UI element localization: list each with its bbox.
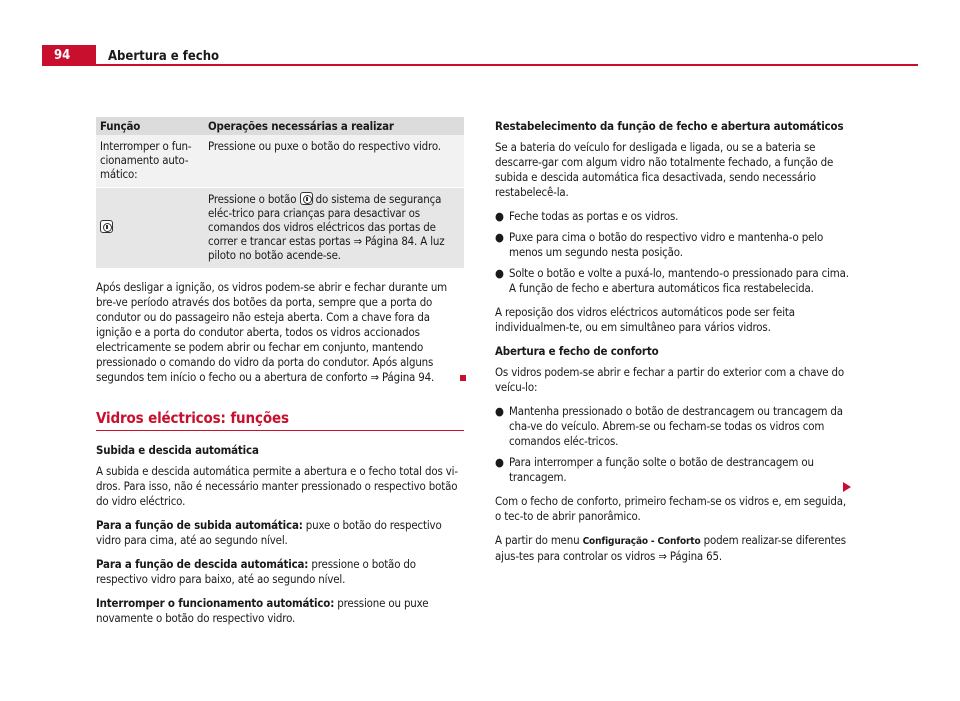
auto-stop-label: Interromper o funcionamento automático:	[96, 596, 335, 610]
operation-text-part2: do sistema de segurança eléc-trico para crianças para desactivar os comandos dos vidros eléctricos das portas de correr e trancar estas portas ⇒ Página 84. A luz piloto no botão acende-se.	[208, 192, 445, 262]
comfort-heading: Abertura e fecho de conforto	[495, 344, 659, 358]
list-item	[495, 455, 850, 485]
auto-up-paragraph	[96, 518, 464, 548]
table-header-function: Função	[96, 117, 204, 135]
auto-stop-text: pressione ou puxe novamente o botão do respectivo vidro.	[96, 596, 429, 625]
menu-paragraph	[495, 533, 850, 564]
auto-down-label: Para a função de descida automática:	[96, 557, 309, 571]
operation-text-part1: Pressione o botão	[208, 192, 297, 206]
menu-text-part1: A partir do menu	[495, 533, 583, 547]
bullet-icon: ●	[495, 455, 504, 469]
table-cell-operation: Pressione ou puxe o botão do respectivo vidro.	[204, 135, 464, 188]
section-title: Vidros eléctricos: funções	[96, 411, 464, 431]
reset-paragraph: A reposição dos vidros eléctricos automáticos pode ser feita individualmen-te, ou em simultâneo para vários vidros.	[495, 305, 795, 334]
comfort-paragraph: Os vidros podem-se abrir e fechar a partir do exterior com a chave do veícu-lo:	[495, 365, 845, 394]
list-item-text: Puxe para cima o botão do respectivo vidro e mantenha-o pelo menos um segundo nesta posição.	[509, 230, 824, 259]
section-end-marker	[460, 375, 466, 381]
table-row	[96, 135, 464, 188]
list-item	[495, 209, 850, 224]
list-item-text: Mantenha pressionado o botão de destrancagem ou trancagem da cha-ve do veículo. Abrem-se ou fecham-se todas os vidros com comandos eléc-tricos.	[509, 404, 843, 448]
chapter-title: Abertura e fecho	[108, 49, 220, 64]
bullet-icon: ●	[495, 404, 504, 418]
restore-heading: Restabelecimento da função de fecho e abertura automáticos	[495, 119, 844, 133]
list-item	[495, 404, 850, 449]
table-cell-function: Interromper o fun-cionamento auto-mático:	[96, 135, 204, 188]
list-item	[495, 230, 850, 260]
auto-up-label: Para a função de subida automática:	[96, 518, 303, 532]
ignition-text: Após desligar a ignição, os vidros podem-se abrir e fechar durante um bre-ve período através dos botões da porta, sempre que a porta do condutor ou do passageiro não esteja aberta. Com a chave fora da ignição e a porta do condutor aberta, todos os vidros accionados electricamente se podem abrir ou fechar em conjunto, mantendo pressionado o comando do vidro da porta do condutor. Após alguns segundos tem início o fecho ou a abertura de conforto ⇒ Página 94.	[96, 280, 448, 384]
page-number: 94	[42, 45, 96, 66]
roof-paragraph: Com o fecho de conforto, primeiro fecham-se os vidros e, em seguida, o tec-to de abrir panorâmico.	[495, 494, 846, 523]
bullet-icon: ●	[495, 209, 504, 223]
list-item-text: Solte o botão e volte a puxá-lo, mantendo-o pressionado para cima. A função de fecho e abertura automáticos fica restabelecida.	[509, 266, 849, 295]
table-cell-function	[96, 188, 204, 269]
auto-up-text: puxe o botão do respectivo vidro para cima, até ao segundo nível.	[96, 518, 442, 547]
auto-subheading: Subida e descida automática	[96, 443, 259, 457]
function-table	[96, 117, 464, 268]
menu-text-part2: podem realizar-se diferentes ajus-tes para controlar os vidros ⇒ Página 65.	[495, 533, 846, 563]
bullet-icon: ●	[495, 230, 504, 244]
list-item	[495, 266, 850, 296]
left-column	[96, 117, 464, 626]
list-item-text: Para interromper a função solte o botão de destrancagem ou trancagem.	[509, 455, 814, 484]
continue-arrow-icon	[843, 482, 851, 492]
ignition-paragraph	[96, 280, 464, 385]
table-row	[96, 188, 464, 269]
auto-down-paragraph	[96, 557, 464, 587]
child-safety-lock-icon	[100, 220, 113, 233]
auto-stop-paragraph	[96, 596, 464, 626]
bullet-icon: ●	[495, 266, 504, 280]
table-cell-operation	[204, 188, 464, 269]
restore-paragraph: Se a bateria do veículo for desligada e ligada, ou se a bateria se descarre-gar com algum vidro não totalmente fechado, a função de subida e descida automática fica desactivada, sendo necessário restabelecê-la.	[495, 140, 834, 199]
child-safety-lock-icon	[300, 192, 313, 205]
auto-paragraph: A subida e descida automática permite a abertura e o fecho total dos vi-dros. Para isso, não é necessário manter pressionado o respectivo botão do vidro eléctrico.	[96, 464, 458, 508]
auto-down-text: pressione o botão do respectivo vidro para baixo, até ao segundo nível.	[96, 557, 416, 586]
menu-name: Configuração - Conforto	[582, 536, 701, 547]
table-header-operation: Operações necessárias a realizar	[204, 117, 464, 135]
right-column	[495, 119, 850, 564]
list-item-text: Feche todas as portas e os vidros.	[509, 209, 679, 223]
header-divider	[96, 64, 918, 66]
